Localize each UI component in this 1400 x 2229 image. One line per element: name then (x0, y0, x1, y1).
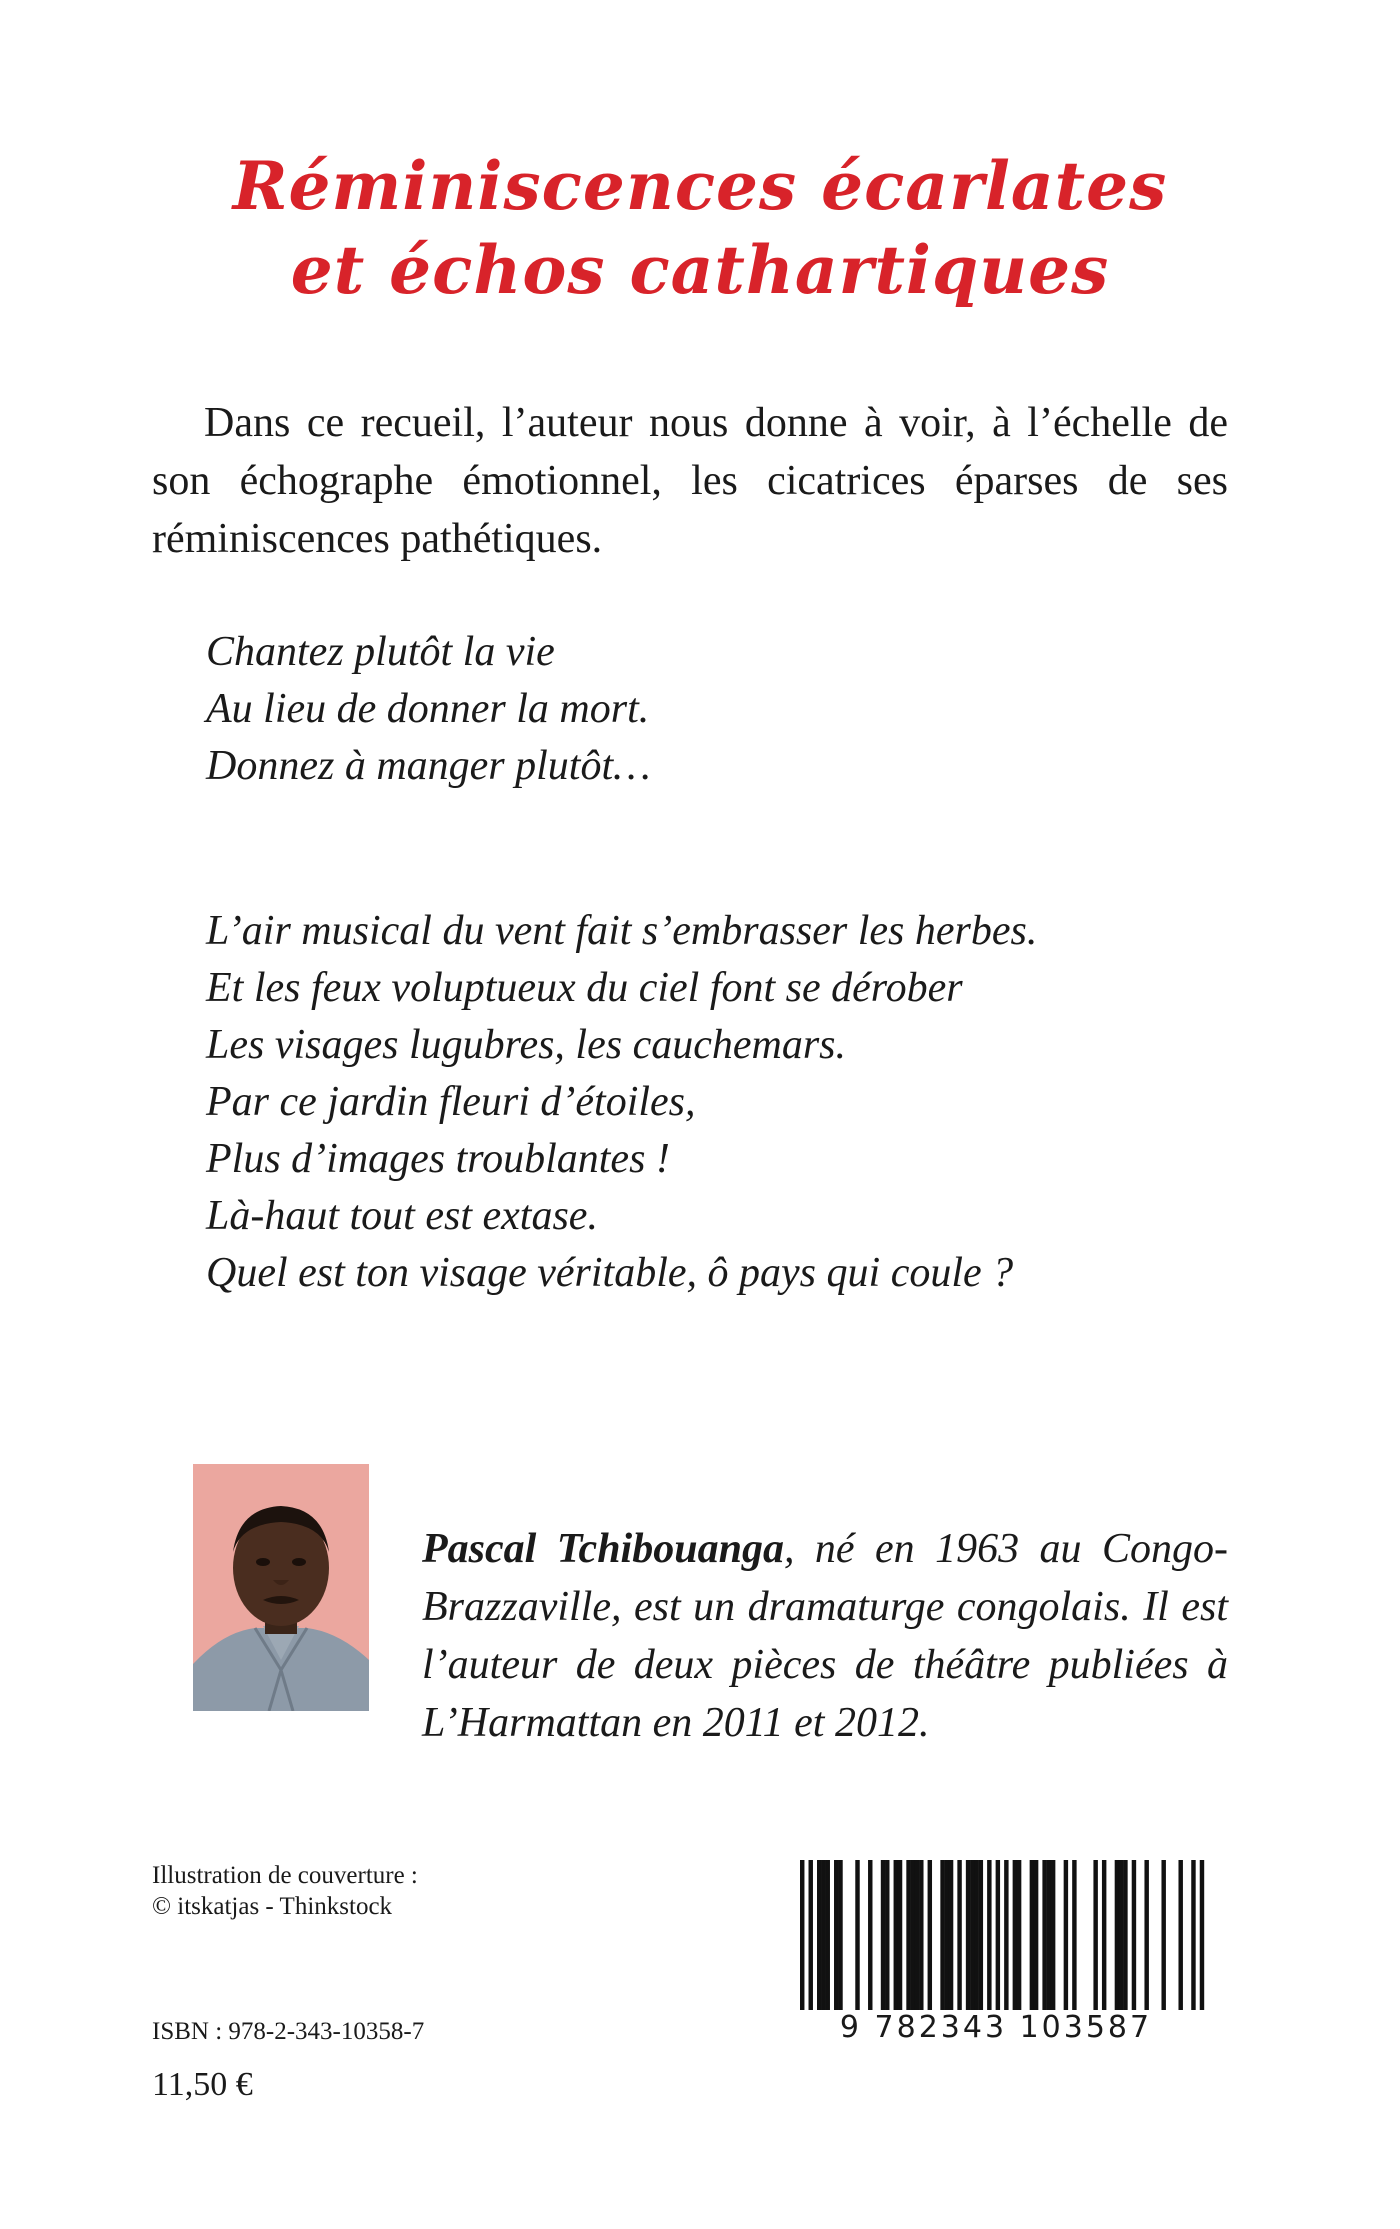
poem-line: L’air musical du vent fait s’embrasser les herbes. (206, 908, 1038, 954)
barcode-bar (898, 1860, 902, 2010)
barcode-bar (834, 1860, 838, 2010)
barcode-bar (1051, 1860, 1055, 2010)
barcode-bar (821, 1860, 825, 2010)
barcode-bar (1132, 1860, 1136, 2010)
barcode-bar (979, 1860, 983, 2010)
author-bio-text: , né en 1963 au Congo-Brazzaville, est un dramaturge congolais. Il est l’auteur de deux pièces de théâtre publiées à L’Harmattan en 2011 et 2012. (422, 1526, 1228, 1746)
title-line-1: Réminiscences écarlates (232, 147, 1168, 226)
barcode-bar (1178, 1860, 1182, 2010)
intro-paragraph: Dans ce recueil, l’auteur nous donne à voir, à l’échelle de son échographe émotionnel, les cicatrices éparses de ses réminiscences pathétiques. (152, 400, 1228, 562)
title-line-2: et échos cathartiques (290, 231, 1110, 310)
barcode-bar (949, 1860, 953, 2010)
barcode-bar (928, 1860, 932, 2010)
barcode-bar (1034, 1860, 1038, 2010)
barcode-bar (817, 1860, 821, 2010)
barcode-bar (855, 1860, 859, 2010)
poem-stanza-2 (206, 903, 1037, 1302)
author-photo (193, 1464, 369, 1711)
poem-line: Au lieu de donner la mort. (206, 686, 650, 732)
barcode-bar (1030, 1860, 1034, 2010)
barcode-bar (1017, 1860, 1021, 2010)
barcode-bar (1064, 1860, 1068, 2010)
barcode-bar (1102, 1860, 1106, 2010)
barcode-bar (945, 1860, 949, 2010)
poem-line: Là-haut tout est extase. (206, 1193, 598, 1239)
barcode-bar (911, 1860, 915, 2010)
barcode-bar (974, 1860, 978, 2010)
poem-line: Quel est ton visage véritable, ô pays qui coule ? (206, 1250, 1014, 1296)
barcode-bar (1093, 1860, 1097, 2010)
barcode-bar (919, 1860, 923, 2010)
isbn-label: ISBN : 978-2-343-10358-7 (152, 2018, 425, 2045)
barcode-bar (838, 1860, 842, 2010)
book-title (0, 144, 1400, 312)
poem-line: Plus d’images troublantes ! (206, 1136, 670, 1182)
barcode-digits: 9 782343 103587 (786, 2010, 1206, 2046)
barcode-bar (868, 1860, 872, 2010)
barcode-bar (940, 1860, 944, 2010)
barcode-bar (1042, 1860, 1046, 2010)
author-bio (422, 1520, 1228, 1752)
barcode-bar (1072, 1860, 1076, 2010)
barcode-bar (1115, 1860, 1119, 2010)
barcode-bar (894, 1860, 898, 2010)
barcode-bar (1047, 1860, 1051, 2010)
author-portrait-icon (193, 1464, 369, 1711)
barcode-bar (966, 1860, 970, 2010)
barcode-bar (915, 1860, 919, 2010)
barcode-bar (906, 1860, 910, 2010)
barcode-bar (826, 1860, 830, 2010)
barcode-bar (1013, 1860, 1017, 2010)
author-name: Pascal Tchibouanga (422, 1526, 784, 1572)
barcode-bar (881, 1860, 885, 2010)
poem-line: Les visages lugubres, les cauchemars. (206, 1022, 847, 1068)
cover-credit-line-2: © itskatjas - Thinkstock (152, 1893, 393, 1920)
poem-line: Chantez plutôt la vie (206, 629, 555, 675)
cover-credit-line-1: Illustration de couverture : (152, 1862, 418, 1889)
poem-stanza-1 (206, 624, 651, 795)
barcode-bar (1123, 1860, 1127, 2010)
barcode-bar (957, 1860, 961, 2010)
barcode-bar (885, 1860, 889, 2010)
barcode-bar (1144, 1860, 1148, 2010)
cover-credit (152, 1860, 418, 1922)
barcode-bar (970, 1860, 974, 2010)
price-label: 11,50 € (152, 2066, 253, 2103)
barcode-bar (1161, 1860, 1165, 2010)
poem-line: Par ce jardin fleuri d’étoiles, (206, 1079, 696, 1125)
poem-line: Et les feux voluptueux du ciel font se dérober (206, 965, 963, 1011)
barcode-bar (987, 1860, 991, 2010)
barcode-bar (1119, 1860, 1123, 2010)
poem-line: Donnez à manger plutôt… (206, 743, 651, 789)
